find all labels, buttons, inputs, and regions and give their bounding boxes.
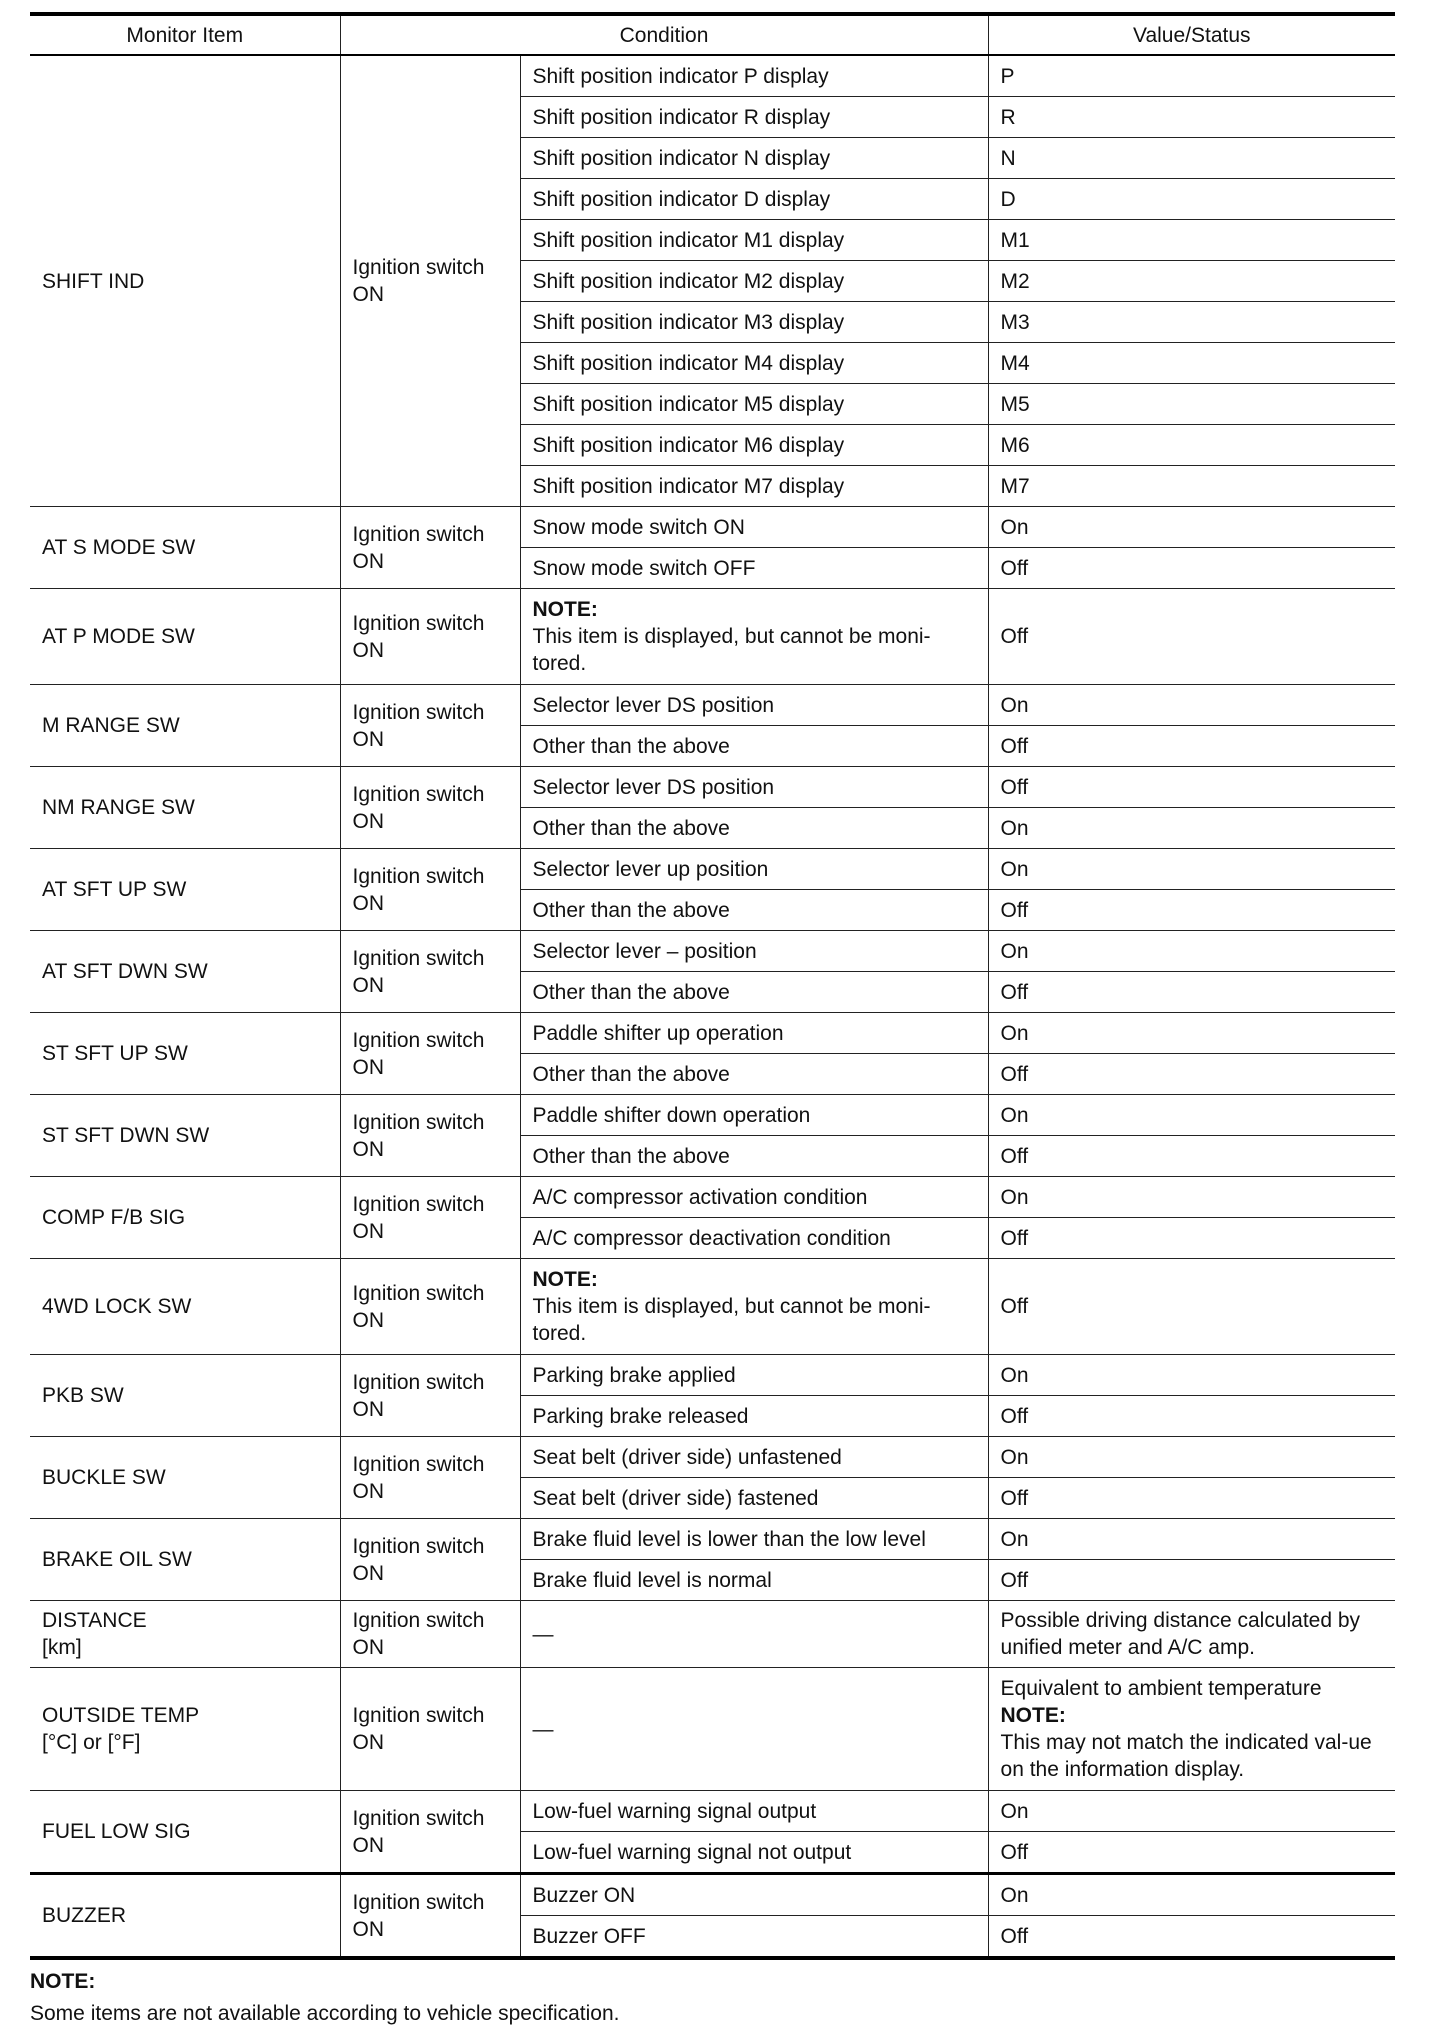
monitor-item: 4WD LOCK SW xyxy=(30,1259,340,1355)
value-status: Possible driving distance calculated by unified meter and A/C amp. xyxy=(988,1601,1395,1668)
monitor-item: ST SFT UP SW xyxy=(30,1013,340,1095)
value-status: On xyxy=(988,1519,1395,1560)
condition-detail: Seat belt (driver side) fastened xyxy=(520,1478,988,1519)
value-status: On xyxy=(988,1095,1395,1136)
condition-switch: Ignition switch ON xyxy=(340,1668,520,1791)
monitor-item: NM RANGE SW xyxy=(30,767,340,849)
value-status: Off xyxy=(988,726,1395,767)
condition-detail: Selector lever up position xyxy=(520,849,988,890)
value-status: On xyxy=(988,849,1395,890)
condition-detail: Selector lever DS position xyxy=(520,685,988,726)
condition-switch: Ignition switch ON xyxy=(340,849,520,931)
condition-switch: Ignition switch ON xyxy=(340,931,520,1013)
value-status: Off xyxy=(988,1218,1395,1259)
monitor-item: SHIFT IND xyxy=(30,55,340,507)
value-status: Off xyxy=(988,1478,1395,1519)
note-text: This item is displayed, but cannot be moni-tored. xyxy=(532,1295,931,1345)
condition-switch: Ignition switch ON xyxy=(340,1437,520,1519)
note-label: NOTE: xyxy=(532,1268,598,1291)
value-status: N xyxy=(988,138,1395,179)
table-row xyxy=(30,1177,1395,1218)
value-status: On xyxy=(988,1791,1395,1832)
footnote-label: NOTE: xyxy=(30,1970,96,1993)
condition-switch: Ignition switch ON xyxy=(340,685,520,767)
table-row xyxy=(30,589,1395,685)
table-row xyxy=(30,1259,1395,1355)
monitor-item: ST SFT DWN SW xyxy=(30,1095,340,1177)
condition-switch: Ignition switch ON xyxy=(340,589,520,685)
value-status: On xyxy=(988,685,1395,726)
table-row xyxy=(30,1874,1395,1916)
header-monitor-item: Monitor Item xyxy=(30,14,340,55)
value-status: On xyxy=(988,507,1395,548)
monitor-item: COMP F/B SIG xyxy=(30,1177,340,1259)
value-status: Off xyxy=(988,972,1395,1013)
condition-switch: Ignition switch ON xyxy=(340,507,520,589)
condition-detail: Buzzer ON xyxy=(520,1874,988,1916)
table-row xyxy=(30,1668,1395,1791)
table-row xyxy=(30,1601,1395,1668)
condition-switch: Ignition switch ON xyxy=(340,1601,520,1668)
condition-switch: Ignition switch ON xyxy=(340,1259,520,1355)
condition-switch: Ignition switch ON xyxy=(340,1095,520,1177)
table-row xyxy=(30,849,1395,890)
condition-detail: Parking brake released xyxy=(520,1396,988,1437)
condition-detail: Shift position indicator P display xyxy=(520,55,988,97)
value-status: M7 xyxy=(988,466,1395,507)
condition-switch: Ignition switch ON xyxy=(340,1874,520,1959)
condition-detail: Low-fuel warning signal output xyxy=(520,1791,988,1832)
note-text: This item is displayed, but cannot be moni-tored. xyxy=(532,625,931,675)
condition-detail: Other than the above xyxy=(520,1054,988,1095)
condition-detail: Buzzer OFF xyxy=(520,1916,988,1959)
value-status: M3 xyxy=(988,302,1395,343)
condition-switch: Ignition switch ON xyxy=(340,1355,520,1437)
value-status: On xyxy=(988,931,1395,972)
condition-detail: Shift position indicator M2 display xyxy=(520,261,988,302)
value-status xyxy=(988,1668,1395,1791)
condition-detail: Shift position indicator M6 display xyxy=(520,425,988,466)
table-row xyxy=(30,507,1395,548)
value-status: On xyxy=(988,1437,1395,1478)
table-row xyxy=(30,1095,1395,1136)
value-status: M2 xyxy=(988,261,1395,302)
value-status: Off xyxy=(988,1560,1395,1601)
value-status: Off xyxy=(988,1396,1395,1437)
value-status: Off xyxy=(988,1259,1395,1355)
value-status: P xyxy=(988,55,1395,97)
monitor-item-unit: [°C] or [°F] xyxy=(42,1731,141,1754)
value-status: Off xyxy=(988,589,1395,685)
value-status: M4 xyxy=(988,343,1395,384)
condition-switch: Ignition switch ON xyxy=(340,1791,520,1874)
condition-switch: Ignition switch ON xyxy=(340,55,520,507)
footnote xyxy=(30,1966,1395,2030)
note-label: NOTE: xyxy=(1000,1704,1066,1727)
monitor-item-unit: [km] xyxy=(42,1636,82,1659)
monitor-item: BRAKE OIL SW xyxy=(30,1519,340,1601)
condition-detail: Brake fluid level is lower than the low level xyxy=(520,1519,988,1560)
value-status: On xyxy=(988,808,1395,849)
condition-detail: Other than the above xyxy=(520,1136,988,1177)
table-row xyxy=(30,55,1395,97)
monitor-item: BUCKLE SW xyxy=(30,1437,340,1519)
condition-detail: A/C compressor activation condition xyxy=(520,1177,988,1218)
condition-detail: Shift position indicator N display xyxy=(520,138,988,179)
table-row xyxy=(30,1437,1395,1478)
condition-detail: Selector lever – position xyxy=(520,931,988,972)
value-status: On xyxy=(988,1013,1395,1054)
footnote-text: Some items are not available according to vehicle specification. xyxy=(30,2002,620,2025)
value-status: On xyxy=(988,1874,1395,1916)
table-row xyxy=(30,767,1395,808)
condition-detail: Shift position indicator M3 display xyxy=(520,302,988,343)
value-status: R xyxy=(988,97,1395,138)
condition-switch: Ignition switch ON xyxy=(340,767,520,849)
table-row xyxy=(30,1519,1395,1560)
value-status: Off xyxy=(988,767,1395,808)
condition-detail: Paddle shifter down operation xyxy=(520,1095,988,1136)
note-label: NOTE: xyxy=(532,598,598,621)
monitor-item: AT SFT DWN SW xyxy=(30,931,340,1013)
condition-detail: Brake fluid level is normal xyxy=(520,1560,988,1601)
header-condition: Condition xyxy=(340,14,988,55)
condition-note xyxy=(520,1259,988,1355)
value-status: Off xyxy=(988,1832,1395,1874)
condition-detail: — xyxy=(520,1668,988,1791)
note-text: This may not match the indicated val-ue on the information display. xyxy=(1000,1731,1372,1781)
table-row xyxy=(30,1355,1395,1396)
value-status: M6 xyxy=(988,425,1395,466)
value-status: M1 xyxy=(988,220,1395,261)
condition-detail: Shift position indicator M4 display xyxy=(520,343,988,384)
condition-detail: Other than the above xyxy=(520,890,988,931)
value-status: Off xyxy=(988,1054,1395,1095)
monitor-item: FUEL LOW SIG xyxy=(30,1791,340,1874)
value-status: Off xyxy=(988,1916,1395,1959)
condition-note xyxy=(520,589,988,685)
condition-detail: Snow mode switch OFF xyxy=(520,548,988,589)
value-status: D xyxy=(988,179,1395,220)
table-row xyxy=(30,1013,1395,1054)
monitor-table xyxy=(30,12,1395,1960)
monitor-item-name: OUTSIDE TEMP xyxy=(42,1704,200,1727)
condition-switch: Ignition switch ON xyxy=(340,1177,520,1259)
monitor-item: AT S MODE SW xyxy=(30,507,340,589)
condition-detail: Parking brake applied xyxy=(520,1355,988,1396)
table-row xyxy=(30,685,1395,726)
monitor-item: BUZZER xyxy=(30,1874,340,1959)
condition-detail: Seat belt (driver side) unfastened xyxy=(520,1437,988,1478)
condition-detail: A/C compressor deactivation condition xyxy=(520,1218,988,1259)
condition-detail: Shift position indicator D display xyxy=(520,179,988,220)
value-status: Off xyxy=(988,1136,1395,1177)
value-status: Off xyxy=(988,548,1395,589)
condition-detail: Shift position indicator M1 display xyxy=(520,220,988,261)
condition-detail: Shift position indicator M7 display xyxy=(520,466,988,507)
condition-detail: Other than the above xyxy=(520,808,988,849)
value-status: On xyxy=(988,1177,1395,1218)
value-status: Off xyxy=(988,890,1395,931)
monitor-item: PKB SW xyxy=(30,1355,340,1437)
condition-detail: Other than the above xyxy=(520,972,988,1013)
monitor-item: M RANGE SW xyxy=(30,685,340,767)
condition-detail: Shift position indicator R display xyxy=(520,97,988,138)
condition-detail: Snow mode switch ON xyxy=(520,507,988,548)
monitor-item xyxy=(30,1601,340,1668)
document xyxy=(30,12,1395,2030)
value-status: On xyxy=(988,1355,1395,1396)
condition-switch: Ignition switch ON xyxy=(340,1013,520,1095)
value-text: Equivalent to ambient temperature xyxy=(1000,1677,1322,1700)
header-value-status: Value/Status xyxy=(988,14,1395,55)
value-status: M5 xyxy=(988,384,1395,425)
condition-detail: Other than the above xyxy=(520,726,988,767)
condition-detail: Selector lever DS position xyxy=(520,767,988,808)
monitor-item-name: DISTANCE xyxy=(42,1609,147,1632)
condition-detail: Low-fuel warning signal not output xyxy=(520,1832,988,1874)
condition-detail: Paddle shifter up operation xyxy=(520,1013,988,1054)
table-row xyxy=(30,931,1395,972)
condition-detail: — xyxy=(520,1601,988,1668)
header-row xyxy=(30,14,1395,55)
monitor-item xyxy=(30,1668,340,1791)
condition-detail: Shift position indicator M5 display xyxy=(520,384,988,425)
table-row xyxy=(30,1791,1395,1832)
monitor-item: AT P MODE SW xyxy=(30,589,340,685)
condition-switch: Ignition switch ON xyxy=(340,1519,520,1601)
monitor-item: AT SFT UP SW xyxy=(30,849,340,931)
